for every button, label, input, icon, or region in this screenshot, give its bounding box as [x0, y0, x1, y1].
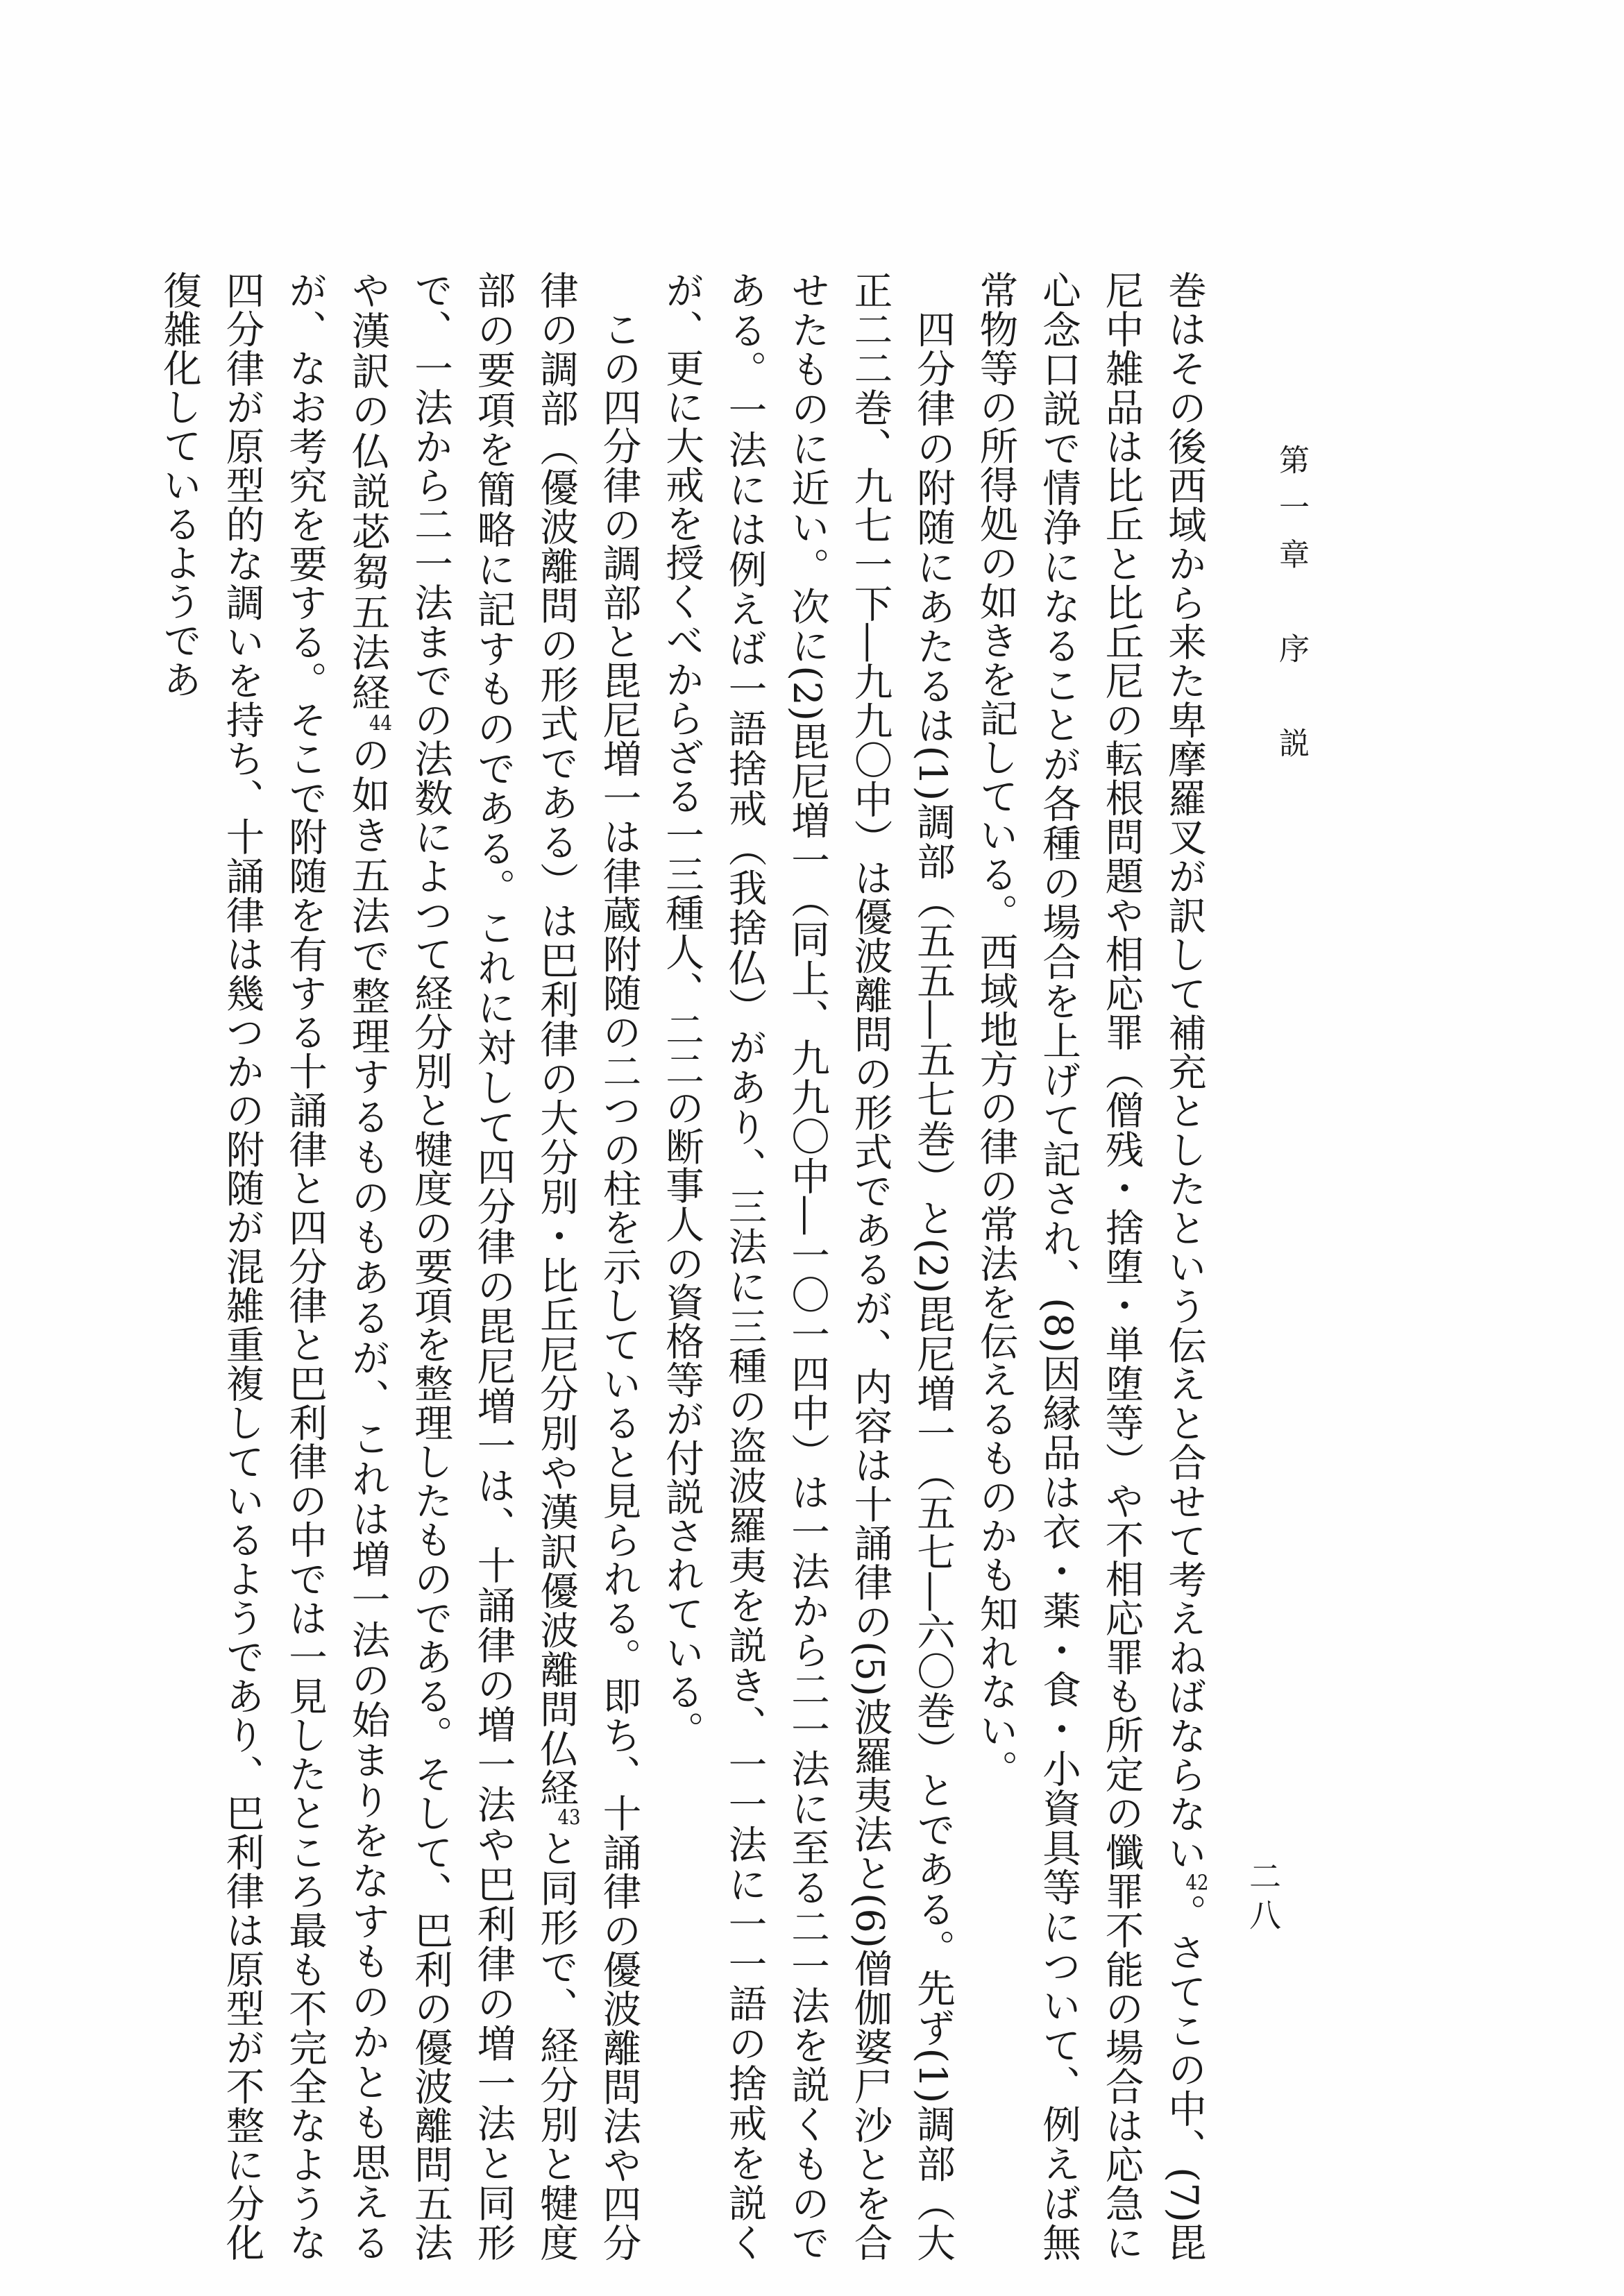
paragraph-3 — [147, 271, 650, 2262]
paragraph-3-part-a: この四分律の調部と毘尼増一は律蔵附随の二つの柱を示していると見られる。即ち、十誦律の優波離問法や四分律の調部（優波離問の形式である）は巴利律の大分別・比丘尼分別や漢訳優波離問仏経 — [533, 271, 641, 2262]
paragraph-3-part-c: の如き五法で整理するものもあるが、これは増一法の始まりをなすものかとも思えるが、なお考究を要する。そこで附随を有する十誦律と四分律と巴利律の中では一見したところ最も不完全なような四分律が原型的な調いを持ち、十誦律は幾つかの附随が混雑重複しているようであり、巴利律は原型が不整に分化復雑化しているようであ — [156, 271, 390, 2262]
running-head: 第一章 序 説 — [1274, 444, 1309, 774]
paragraph-1-part-a: 巻はその後西域から来た卑摩羅叉が訳して補充としたという伝えと合せて考えねばならない — [1161, 271, 1206, 1873]
paragraph-1 — [963, 271, 1215, 2262]
footnote-ref-44: 44 — [369, 713, 392, 734]
paragraph-2 — [650, 271, 964, 2262]
paragraph-1-part-b: 。さてこの中、 — [1161, 1894, 1206, 2168]
page-number: 二八 — [1244, 1860, 1282, 1937]
footnote-ref-43: 43 — [557, 1808, 581, 1829]
paragraph-1-part-c: (7)毘尼中雑品は比丘と比丘尼の転根問題や相応罪（僧残・捨堕・単堕等）や不相応罪も所定の懺罪不能の場合は応急に心念口説で情浄になることが各種の場合を上げて記され、(8)因縁品は衣・薬・食・小資具等について、例えば無常物等の所得処の如きを記している。西域地方の律の常法を伝えるものかも知れない。 — [972, 271, 1206, 2262]
paragraph-3-part-b: と同形で、経分別と犍度部の要項を簡略に記すものである。これに対して四分律の毘尼増一は、十誦律の増一法や巴利律の増一法と同形で、一法から二一法までの法数によつて経分別と犍度の要項を整理したものである。そして、巴利の優波離問五法や漢訳の仏説苾芻五法経 — [344, 271, 578, 2262]
paragraph-2-text: 四分律の附随にあたるは(1)調部（五五―五七巻）と(2)毘尼増一（五七―六〇巻）とである。先ず(1)調部（大正二二巻、九七一下―九九〇中）は優波離問の形式であるが、内容は十誦律の(5)波羅夷法と(6)僧伽婆尸沙とを合せたものに近い。次に(2)毘尼増一（同上、九九〇中―一〇一四中）は一法から二一法に至る二一法を説くものである。一法には例えば一語捨戒（我捨仏）があり、三法に三種の盗波羅夷を説き、一一法に一一語の捨戒を説くが、更に大戒を授くべからざる一三種人、二二の断事人の資格等が付説されている。 — [659, 271, 955, 2262]
body-text — [147, 271, 1215, 2262]
footnote-ref-42: 42 — [1185, 1872, 1209, 1894]
